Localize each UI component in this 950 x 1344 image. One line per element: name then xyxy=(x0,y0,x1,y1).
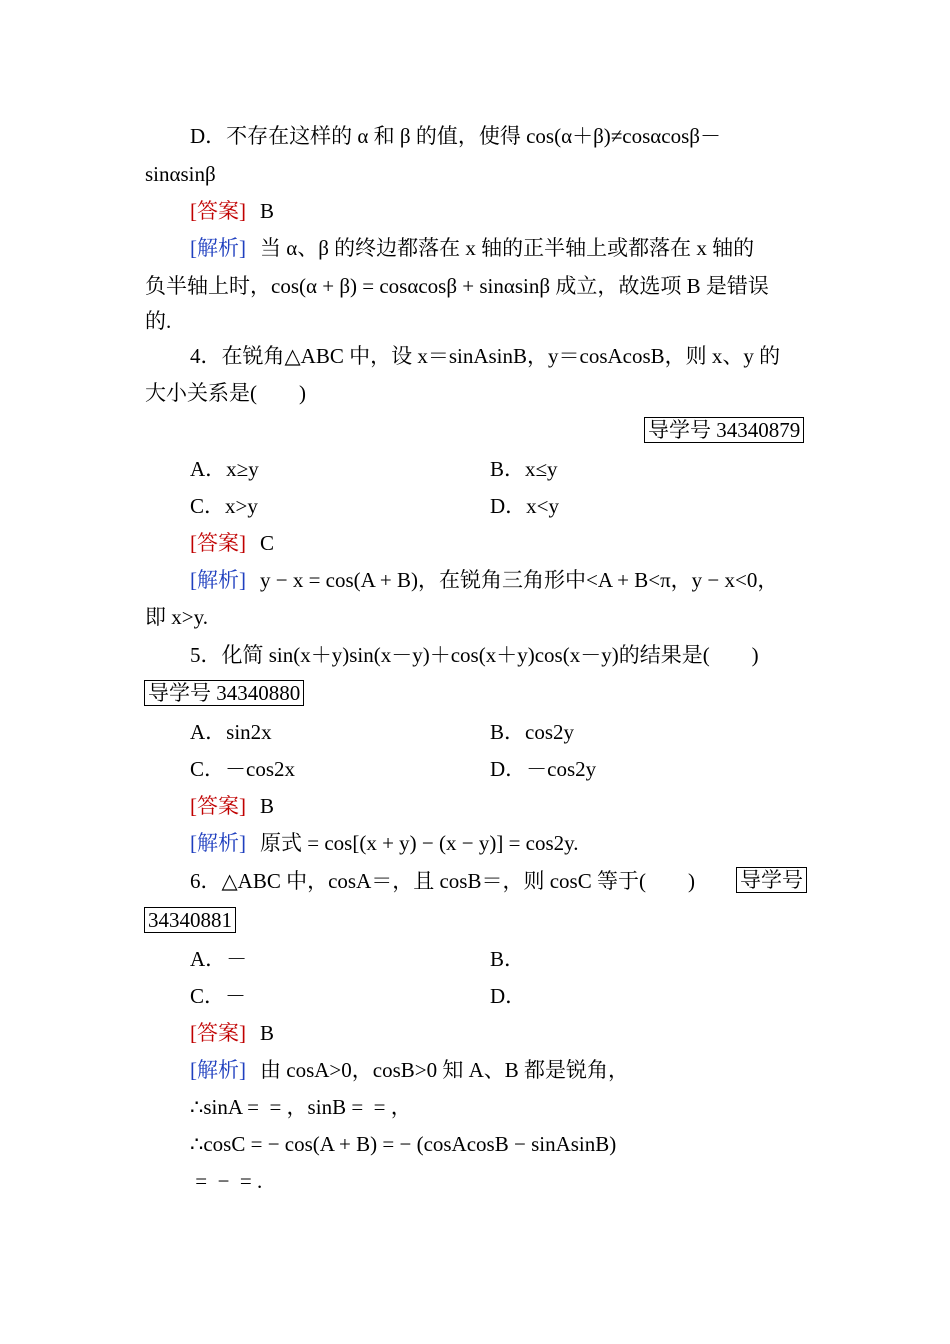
answer-value: B xyxy=(260,199,275,223)
q4-option-d: D．x<y xyxy=(490,494,560,518)
q4-reference-number: 导学号 34340879 xyxy=(644,417,804,443)
analysis-tag: [解析] xyxy=(190,831,246,855)
q6-answer xyxy=(190,1020,274,1046)
answer-tag: [答案] xyxy=(190,531,246,555)
q6-option-c: C．－ xyxy=(190,984,247,1008)
answer-value: C xyxy=(260,531,275,555)
q5-answer xyxy=(190,793,274,819)
q6-reference-label: 导学号 xyxy=(736,867,807,893)
q5-option-c: C．－cos2x xyxy=(190,757,295,781)
answer-tag: [答案] xyxy=(190,1021,246,1045)
q3-option-d-line1: D．不存在这样的 α 和 β 的值，使得 cos(α＋β)≠cosαcosβ－ xyxy=(190,124,721,148)
answer-value: B xyxy=(260,1021,275,1045)
q6-option-a: A．－ xyxy=(190,947,248,971)
q6-analysis-line4: = − = . xyxy=(190,1169,263,1193)
q6-stem: 6．△ABC 中，cosA＝，且 cosB＝，则 cosC 等于( ) xyxy=(190,869,695,893)
q4-analysis-line2: 即 x>y. xyxy=(145,605,208,629)
q5-option-b: B．cos2y xyxy=(490,720,574,744)
q4-option-b: B．x≤y xyxy=(490,457,558,481)
q6-option-d: D． xyxy=(490,984,527,1008)
q4-option-c: C．x>y xyxy=(190,494,258,518)
q5-option-a: A．sin2x xyxy=(190,720,272,744)
answer-value: B xyxy=(260,794,275,818)
q6-reference-number: 34340881 xyxy=(144,907,236,933)
q6-analysis-line1 xyxy=(190,1057,629,1083)
analysis-text: 原式 = cos[(x + y) − (x − y)] = cos2y. xyxy=(260,831,579,855)
analysis-tag: [解析] xyxy=(190,568,246,592)
q4-option-a: A．x≥y xyxy=(190,457,259,481)
q5-analysis xyxy=(190,830,579,856)
q4-stem-line2: 大小关系是( ) xyxy=(145,381,306,405)
q5-stem: 5．化简 sin(x＋y)sin(x－y)＋cos(x＋y)cos(x－y)的结果是( ) xyxy=(190,643,759,667)
analysis-text: 当 α、β 的终边都落在 x 轴的正半轴上或都落在 x 轴的 xyxy=(260,236,755,260)
q3-analysis-line1 xyxy=(190,235,754,261)
q3-answer xyxy=(190,198,274,224)
q3-analysis-line2: 负半轴上时，cos(α + β) = cosαcosβ + sinαsinβ 成立，故选项 B 是错误 xyxy=(145,274,769,298)
analysis-text: 由 cosA>0，cosB>0 知 A、B 都是锐角， xyxy=(260,1058,630,1082)
analysis-tag: [解析] xyxy=(190,1058,246,1082)
q3-analysis-line3: 的. xyxy=(145,309,172,333)
q4-analysis-line1 xyxy=(190,567,778,593)
analysis-tag: [解析] xyxy=(190,236,246,260)
answer-tag: [答案] xyxy=(190,199,246,223)
q6-analysis-line2: ∴sinA = = ，sinB = = ， xyxy=(190,1095,412,1119)
answer-tag: [答案] xyxy=(190,794,246,818)
q5-reference-number: 导学号 34340880 xyxy=(144,680,304,706)
q5-option-d: D．－cos2y xyxy=(490,757,597,781)
q6-analysis-line3: ∴cosC = − cos(A + B) = − (cosAcosB − sinAsinB) xyxy=(190,1132,617,1156)
q4-answer xyxy=(190,530,274,556)
q4-stem-line1: 4．在锐角△ABC 中，设 x＝sinAsinB，y＝cosAcosB，则 x、y 的 xyxy=(190,344,781,368)
analysis-text: y − x = cos(A + B)，在锐角三角形中<A + B<π，y − x<0， xyxy=(260,568,779,592)
q3-option-d-line2: sinαsinβ xyxy=(145,162,216,186)
q6-option-b: B． xyxy=(490,947,526,971)
